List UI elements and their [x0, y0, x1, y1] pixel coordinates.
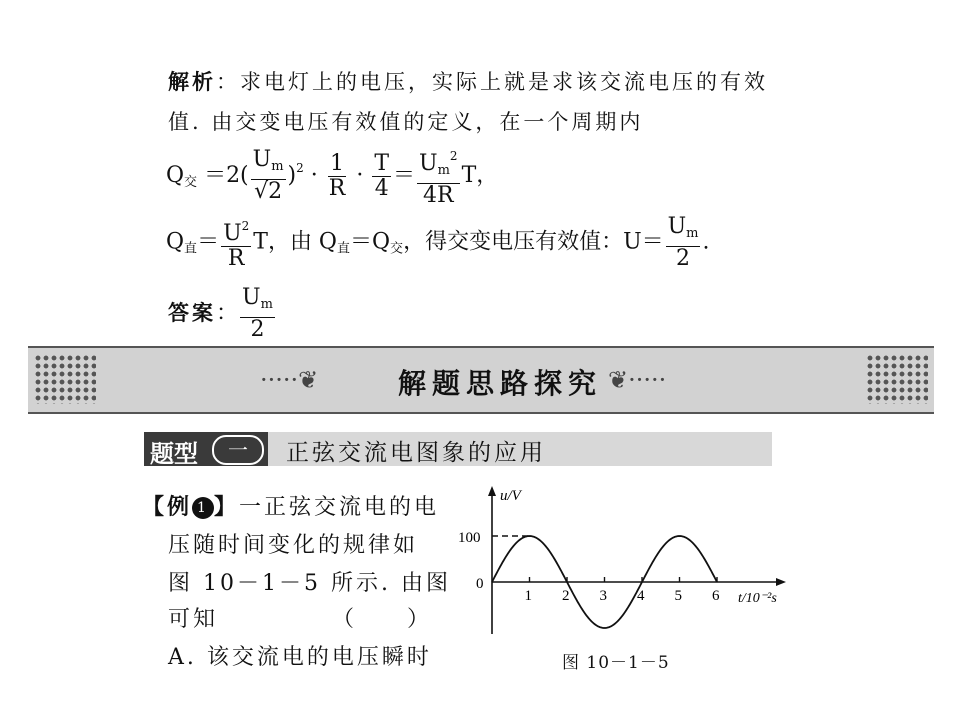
question-type-title: 正弦交流电图象的应用 [286, 440, 546, 466]
x-tick-label: 6 [712, 588, 720, 604]
fraction-um-sqrt2: $\frac{U_m}{√2}$ [252, 147, 284, 204]
x-tick-label: 3 [599, 588, 607, 604]
y-axis-label: u/V [500, 488, 521, 504]
section-banner [28, 346, 934, 414]
fraction-1-over-r: $\frac{1}{R}$ [328, 150, 346, 201]
x-tick-label: 1 [524, 588, 532, 604]
fraction-um2-over-4r: $\frac{U_m^2}{4R}$ [417, 144, 460, 208]
example-line-2: 压随时间变化的规律如 [168, 533, 419, 558]
equation-2: $Q_直=$ $\frac{U^2}{R}$ T，由 $Q_直=Q_交$，得交变电压有效值：U＝ $\frac{U_m}{2}$ . [166, 213, 710, 271]
sine-wave-chart [450, 484, 800, 644]
question-type-tag: 题型 一 [144, 432, 268, 466]
x-tick-label: 5 [674, 588, 682, 604]
fraction-u2-over-r: $\frac{U^2}{R}$ [221, 214, 251, 271]
type-number-badge: 一 [212, 435, 264, 465]
example-line-3: 图 10－1－5 所示. 由图 [168, 571, 451, 596]
x-tick-label: 4 [637, 588, 645, 604]
origin-label: 0 [476, 576, 484, 592]
analysis-line2: 值. 由交变电压有效值的定义，在一个周期内 [168, 110, 644, 134]
figure-caption: 图 10－1－5 [562, 653, 670, 673]
example-line-1: 【例 1 】一正弦交流电的电 [142, 495, 440, 520]
equation-1: $Q_交 =2$( $\frac{U_m}{√2}$ )$^2$ · $\frac{1}{R}$ · $\frac{T}{4}$ ＝ $\frac{U_m^2}{4R}$ T， [166, 144, 498, 208]
analysis-label: 解析 [168, 70, 216, 94]
dot-pattern-right-icon [866, 354, 928, 404]
x-tick-labels [525, 577, 721, 604]
fraction-um-over-2: $\frac{U_m}{2}$ [667, 213, 699, 271]
x-axis-label: t/10⁻²s [738, 591, 777, 606]
banner-title: 解题思路探究 [398, 367, 603, 400]
x-axis-arrow-icon [776, 578, 786, 586]
example-line-4: 可知 （ ） [168, 607, 433, 632]
dot-pattern-left-icon [34, 354, 96, 404]
analysis-line1: 解析：求电灯上的电压，实际上就是求该交流电压的有效 [168, 70, 768, 94]
fraction-t-over-4: $\frac{T}{4}$ [374, 150, 390, 201]
y-axis-arrow-icon [488, 486, 496, 496]
x-tick-label: 2 [562, 588, 570, 604]
y-tick-label-100: 100 [458, 530, 481, 546]
answer: 答案： $\frac{U_m}{2}$ [168, 285, 273, 342]
answer-label: 答案 [168, 301, 216, 325]
flourish-left-icon: ·····❦ [260, 366, 319, 394]
example-line-5: A. 该交流电的电压瞬时 [168, 645, 432, 670]
example-number-badge: 1 [192, 497, 214, 519]
answer-fraction: $\frac{U_m}{2}$ [242, 285, 273, 342]
flourish-right-icon: ❦····· [608, 366, 667, 394]
